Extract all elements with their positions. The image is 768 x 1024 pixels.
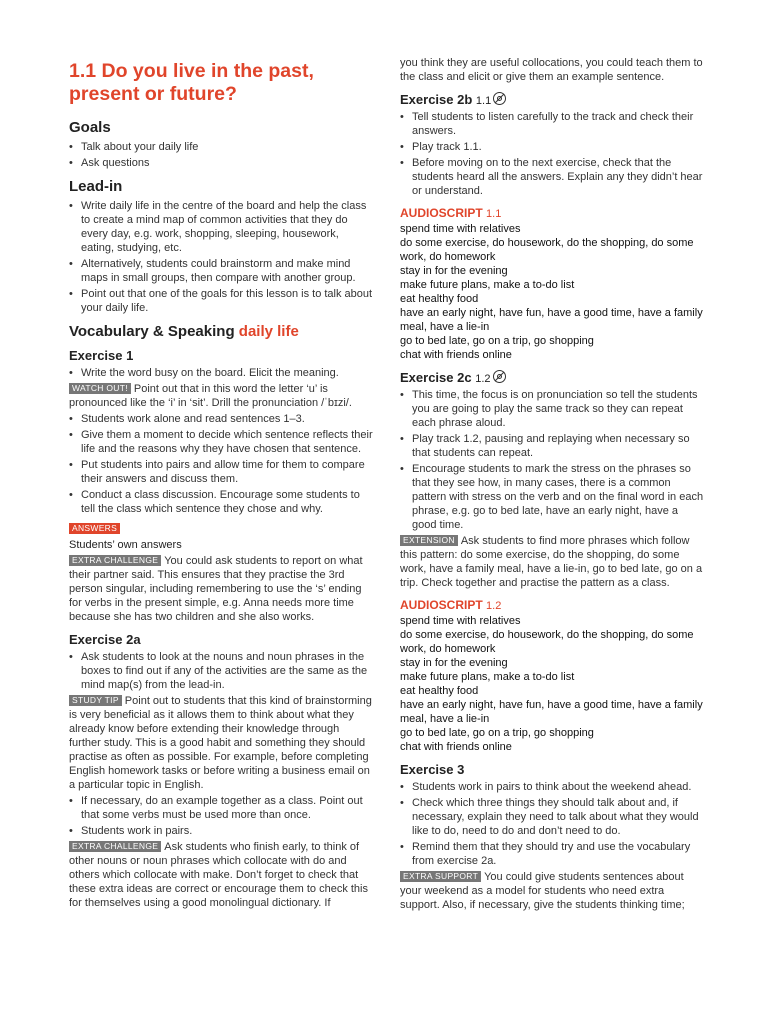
study-tip-note xyxy=(69,694,374,792)
audioscript-line: have an early night, have fun, have a good time, have a family meal, have a lie-in xyxy=(400,307,703,333)
list-item: • Play track 1.2, pausing and replaying when necessary so that students can repeat. xyxy=(400,432,705,460)
page-title: 1.1 Do you live in the past, present or future? xyxy=(69,60,314,105)
extension-note xyxy=(400,534,705,590)
exercise-2c-list xyxy=(400,388,705,532)
vocab-heading-accent: daily life xyxy=(238,323,299,340)
list-item: • Talk about your daily life xyxy=(69,140,374,154)
list-item: • Write the word busy on the board. Elicit the meaning. xyxy=(69,366,374,380)
list-item: • Encourage students to mark the stress on the phrases so that they see how, in many cases, there is a common pattern with stress on the verb and on the final word in each phrase, e.g. go to bed late, have an early night, have a good time. xyxy=(400,462,705,532)
watch-out-note xyxy=(69,382,374,410)
continuation-text: you think they are useful collocations, you could teach them to the class and elicit or give them an example sentence. xyxy=(400,57,703,83)
watch-out-text: Point out that in this word the letter ‘u’ is pronounced like the ‘i’ in ‘sit’. Drill the pronunciation /ˈbɪzi/. xyxy=(69,383,352,409)
leadin-heading: Lead-in xyxy=(69,178,123,195)
list-item: • Before moving on to the next exercise, check that the students heard all the answers. Explain any they didn’t hear or understand. xyxy=(400,156,705,198)
answers-tag: ANSWERS xyxy=(69,523,120,534)
list-item: • Remind them that they should try and use the vocabulary from exercise 2a. xyxy=(400,840,705,868)
extension-text: Ask students to find more phrases which follow this pattern: do some exercise, do the shopping, do some work, have a family meal, have a lie-in, go to bed late, go on a trip. Check together and practise the pattern as a class. xyxy=(400,535,703,589)
audioscript-label: AUDIOSCRIPT xyxy=(400,598,483,612)
audioscript-line: make future plans, make a to-do list xyxy=(400,671,575,683)
audioscript-line: go to bed late, go on a trip, go shopping xyxy=(400,335,594,347)
exercise-2a-list-2 xyxy=(69,794,374,838)
leadin-list xyxy=(69,199,374,315)
extra-support-text: You could give students sentences about your weekend as a model for students who need extra support. Also, if necessary, give the students thinking time; xyxy=(400,871,685,911)
list-item: • This time, the focus is on pronunciation so tell the students you are going to play the same track so they can repeat each phrase aloud. xyxy=(400,388,705,430)
audioscript-line: go to bed late, go on a trip, go shopping xyxy=(400,727,594,739)
exercise-3-heading: Exercise 3 xyxy=(400,762,465,777)
exercise-2c-heading xyxy=(400,370,705,385)
extra-challenge-note xyxy=(69,554,374,624)
answers-text: Students’ own answers xyxy=(69,539,182,551)
vocab-heading xyxy=(69,323,374,340)
audioscript-line: do some exercise, do housework, do the shopping, do some work, do homework xyxy=(400,629,694,655)
study-tip-text: Point out to students that this kind of brainstorming is very beneficial as it allows them to think about what they already know before extending their knowledge through further study. This is a good habit and something they should practise as often as possible. For example, before completing English homework tasks or before writing a business email on a particular topic in English. xyxy=(69,695,372,791)
audioscript-2-heading xyxy=(400,598,705,612)
right-column xyxy=(400,56,705,914)
answers-label xyxy=(69,522,374,536)
cd-icon xyxy=(493,92,506,105)
list-item: • Tell students to listen carefully to the track and check their answers. xyxy=(400,110,705,138)
exercise-3-list xyxy=(400,780,705,868)
audioscript-line: eat healthy food xyxy=(400,293,479,305)
list-item: • Give them a moment to decide which sentence reflects their life and the reasons why they have chosen that sentence. xyxy=(69,428,374,456)
exercise-2b-heading xyxy=(400,92,705,107)
exercise-1-list-2 xyxy=(69,412,374,516)
audioscript-line: stay in for the evening xyxy=(400,657,508,669)
extra-support-tag: EXTRA SUPPORT xyxy=(400,871,481,882)
exercise-2a-list xyxy=(69,650,374,692)
audioscript-line: do some exercise, do housework, do the shopping, do some work, do homework xyxy=(400,237,694,263)
exercise-2b-title: Exercise 2b xyxy=(400,92,473,107)
left-column xyxy=(69,56,374,912)
list-item: • Check which three things they should talk about and, if necessary, explain they need to talk about what they would like to do, need to do and don’t need to do. xyxy=(400,796,705,838)
audioscript-line: spend time with relatives xyxy=(400,615,521,627)
audioscript-line: make future plans, make a to-do list xyxy=(400,279,575,291)
list-item: • Point out that one of the goals for this lesson is to talk about your daily life. xyxy=(69,287,374,315)
exercise-2b-list xyxy=(400,110,705,198)
audioscript-line: stay in for the evening xyxy=(400,265,508,277)
extra-challenge-text: You could ask students to report on what their partner said. This ensures that they practise the 3rd person singular, including remembering to use the ‘s’ ending for verbs in the present simple, e.g. Anna needs more time because she has two children and she also works. xyxy=(69,555,363,623)
goals-list xyxy=(69,140,374,170)
audioscript-number: 1.2 xyxy=(486,600,502,612)
list-item: • Students work alone and read sentences 1–3. xyxy=(69,412,374,426)
exercise-1-list xyxy=(69,366,374,380)
audioscript-line: chat with friends online xyxy=(400,741,512,753)
audioscript-line: eat healthy food xyxy=(400,685,479,697)
goals-heading: Goals xyxy=(69,119,111,136)
audioscript-1-heading xyxy=(400,206,705,220)
audioscript-line: spend time with relatives xyxy=(400,223,521,235)
exercise-2c-title: Exercise 2c xyxy=(400,370,472,385)
exercise-1-heading: Exercise 1 xyxy=(69,348,134,363)
cd-icon xyxy=(493,370,506,383)
track-number: 1.1 xyxy=(475,95,492,107)
track-number: 1.2 xyxy=(475,373,491,385)
exercise-2a-heading: Exercise 2a xyxy=(69,632,141,647)
extra-challenge-tag: EXTRA CHALLENGE xyxy=(69,555,161,566)
audioscript-number: 1.1 xyxy=(486,208,502,220)
audioscript-label: AUDIOSCRIPT xyxy=(400,206,483,220)
extra-support-note xyxy=(400,870,705,912)
list-item: • Play track 1.1. xyxy=(400,140,705,154)
audioscript-line: chat with friends online xyxy=(400,349,512,361)
list-item: • Students work in pairs to think about the weekend ahead. xyxy=(400,780,705,794)
list-item: • Put students into pairs and allow time for them to compare their answers and discuss them. xyxy=(69,458,374,486)
list-item: • Ask students to look at the nouns and noun phrases in the boxes to find out if any of the activities are the same as the mind map(s) from the lead-in. xyxy=(69,650,374,692)
extra-challenge-text: Ask students who finish early, to think of other nouns or noun phrases which collocate with do and others which collocate with make. Don’t forget to check that these extra ideas are correct or encourage them to check this for themselves using a good monolingual dictionary. If xyxy=(69,841,368,909)
list-item: • Alternatively, students could brainstorm and make mind maps in small groups, then compare with another group. xyxy=(69,257,374,285)
list-item: • Students work in pairs. xyxy=(69,824,374,838)
extra-challenge-note-2 xyxy=(69,840,374,910)
list-item: • If necessary, do an example together as a class. Point out that some verbs must be used more than once. xyxy=(69,794,374,822)
list-item: • Ask questions xyxy=(69,156,374,170)
watch-out-tag: WATCH OUT! xyxy=(69,383,131,394)
extra-challenge-tag: EXTRA CHALLENGE xyxy=(69,841,161,852)
list-item: • Write daily life in the centre of the board and help the class to create a mind map of common activities that they do every day, e.g. work, shopping, sleeping, housework, eating, studying, etc. xyxy=(69,199,374,255)
audioscript-1-body xyxy=(400,222,705,362)
audioscript-2-body xyxy=(400,614,705,754)
extension-tag: EXTENSION xyxy=(400,535,458,546)
vocab-heading-text: Vocabulary & Speaking xyxy=(69,323,235,340)
list-item: • Conduct a class discussion. Encourage some students to tell the class which sentence they chose and why. xyxy=(69,488,374,516)
study-tip-tag: STUDY TIP xyxy=(69,695,122,706)
audioscript-line: have an early night, have fun, have a good time, have a family meal, have a lie-in xyxy=(400,699,703,725)
